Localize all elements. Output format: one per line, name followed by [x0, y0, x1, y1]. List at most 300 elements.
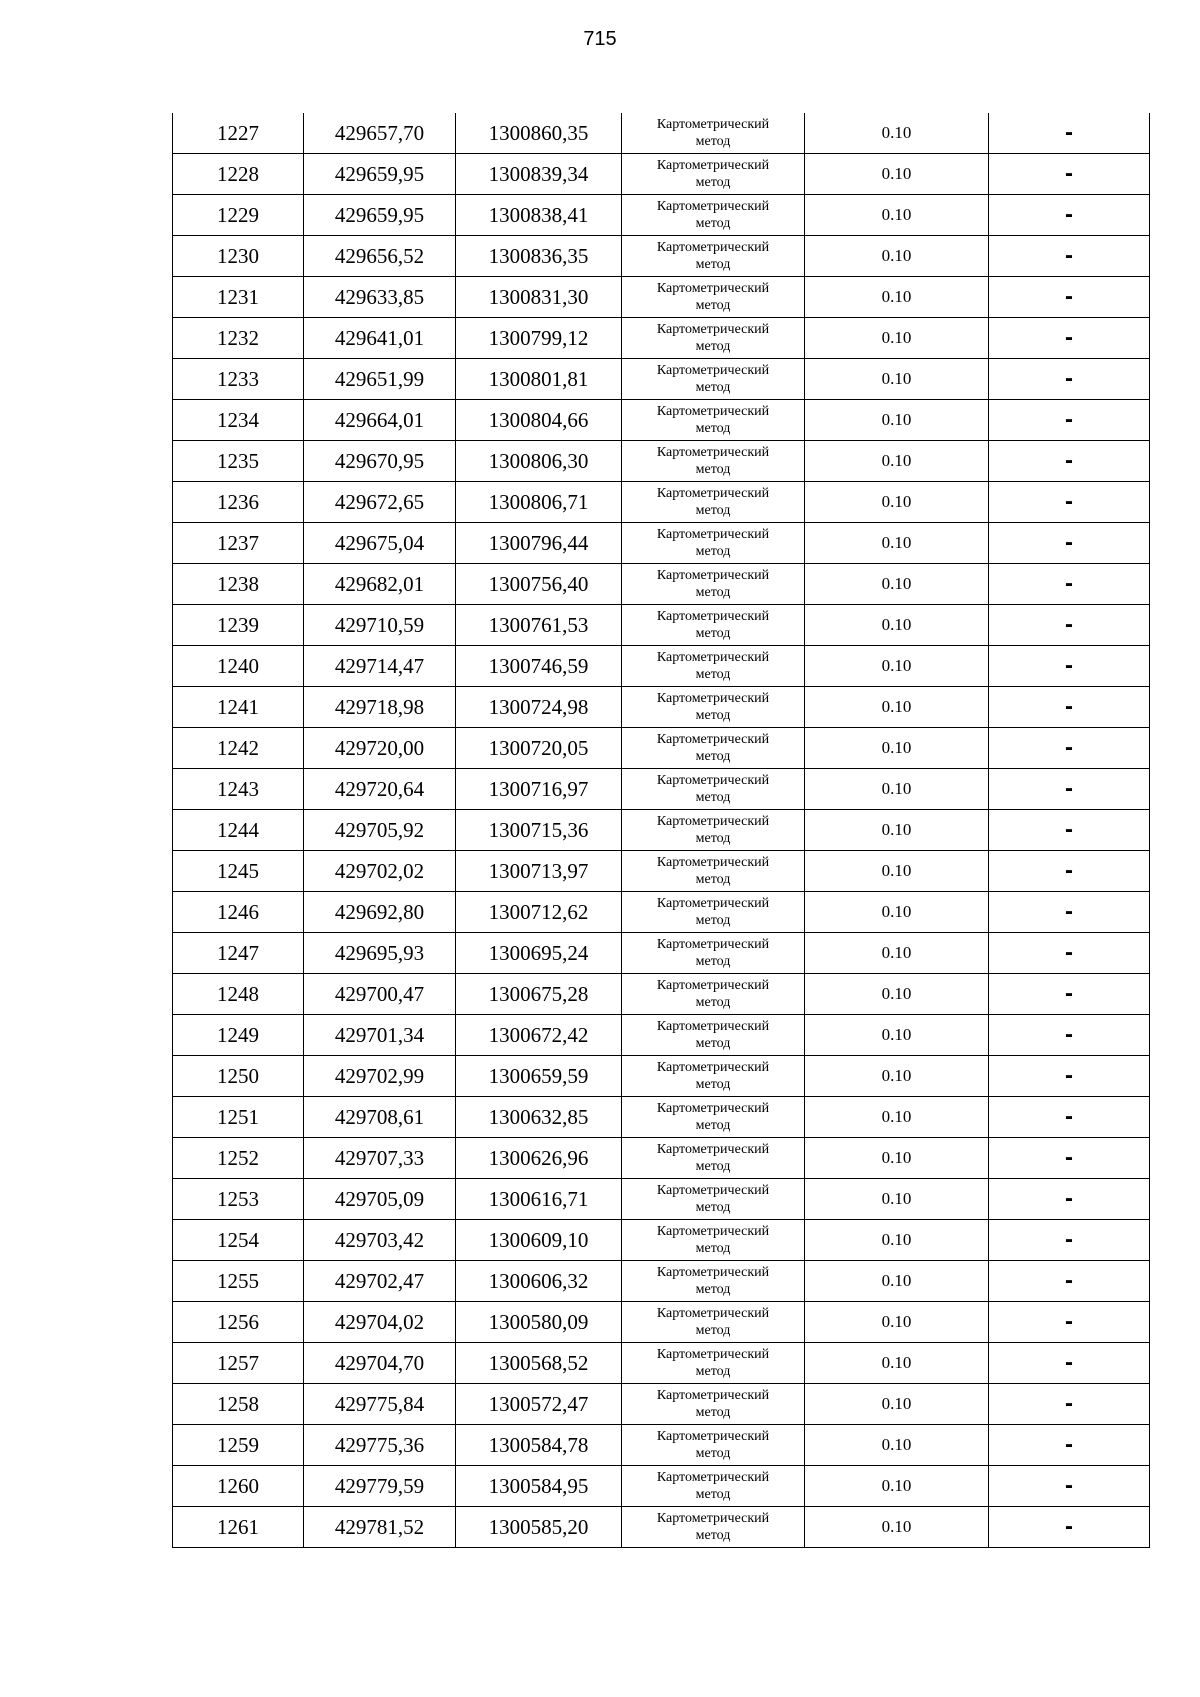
x-coordinate-cell: 429720,00 [304, 728, 456, 769]
table-row [173, 1302, 1150, 1343]
point-number-cell: 1235 [173, 441, 304, 482]
accuracy-cell: 0.10 [805, 728, 989, 769]
method-cell [622, 933, 805, 974]
method-line-1: Картометрический [656, 896, 770, 911]
point-number-cell: 1256 [173, 1302, 304, 1343]
method-line-1: Картометрический [656, 814, 770, 829]
accuracy-cell: 0.10 [805, 1466, 989, 1507]
accuracy-cell: 0.10 [805, 687, 989, 728]
method-cell [622, 277, 805, 318]
method-cell [622, 1015, 805, 1056]
point-number-cell: 1257 [173, 1343, 304, 1384]
table-row [173, 851, 1150, 892]
description-cell: - [989, 523, 1150, 564]
method-cell [622, 195, 805, 236]
method-cell [622, 1507, 805, 1548]
method-line-2: метод [695, 1323, 731, 1338]
description-cell: - [989, 1220, 1150, 1261]
x-coordinate-cell: 429718,98 [304, 687, 456, 728]
method-line-1: Картометрический [656, 1511, 770, 1526]
point-number-cell: 1239 [173, 605, 304, 646]
accuracy-cell: 0.10 [805, 1179, 989, 1220]
description-cell: - [989, 1056, 1150, 1097]
method-line-2: метод [695, 749, 731, 764]
method-line-1: Картометрический [656, 1429, 770, 1444]
method-cell [622, 646, 805, 687]
x-coordinate-cell: 429702,02 [304, 851, 456, 892]
y-coordinate-cell: 1300568,52 [456, 1343, 622, 1384]
table-row [173, 605, 1150, 646]
point-number-cell: 1238 [173, 564, 304, 605]
point-number-cell: 1255 [173, 1261, 304, 1302]
point-number-cell: 1253 [173, 1179, 304, 1220]
y-coordinate-cell: 1300761,53 [456, 605, 622, 646]
description-cell: - [989, 154, 1150, 195]
table-row [173, 892, 1150, 933]
method-line-1: Картометрический [656, 1060, 770, 1075]
point-number-cell: 1233 [173, 359, 304, 400]
description-cell: - [989, 728, 1150, 769]
method-line-1: Картометрический [656, 363, 770, 378]
accuracy-cell: 0.10 [805, 1302, 989, 1343]
table-row [173, 1097, 1150, 1138]
y-coordinate-cell: 1300806,71 [456, 482, 622, 523]
accuracy-cell: 0.10 [805, 277, 989, 318]
table-row [173, 1261, 1150, 1302]
point-number-cell: 1237 [173, 523, 304, 564]
method-cell [622, 1302, 805, 1343]
method-line-2: метод [695, 544, 731, 559]
point-number-cell: 1234 [173, 400, 304, 441]
x-coordinate-cell: 429775,84 [304, 1384, 456, 1425]
description-cell: - [989, 482, 1150, 523]
description-cell: - [989, 564, 1150, 605]
accuracy-cell: 0.10 [805, 482, 989, 523]
accuracy-cell: 0.10 [805, 113, 989, 154]
description-cell: - [989, 1302, 1150, 1343]
method-line-1: Картометрический [656, 1183, 770, 1198]
point-number-cell: 1250 [173, 1056, 304, 1097]
y-coordinate-cell: 1300831,30 [456, 277, 622, 318]
method-line-2: метод [695, 872, 731, 887]
method-line-1: Картометрический [656, 404, 770, 419]
method-line-2: метод [695, 1241, 731, 1256]
y-coordinate-cell: 1300584,78 [456, 1425, 622, 1466]
method-line-2: метод [695, 1036, 731, 1051]
method-cell [622, 359, 805, 400]
method-line-2: метод [695, 1200, 731, 1215]
description-cell: - [989, 1015, 1150, 1056]
method-line-1: Картометрический [656, 1388, 770, 1403]
x-coordinate-cell: 429664,01 [304, 400, 456, 441]
method-line-1: Картометрический [656, 445, 770, 460]
method-line-1: Картометрический [656, 1470, 770, 1485]
point-number-cell: 1252 [173, 1138, 304, 1179]
method-line-1: Картометрический [656, 691, 770, 706]
point-number-cell: 1254 [173, 1220, 304, 1261]
point-number-cell: 1236 [173, 482, 304, 523]
table-row [173, 564, 1150, 605]
method-cell [622, 1097, 805, 1138]
method-line-2: метод [695, 257, 731, 272]
table-row [173, 277, 1150, 318]
x-coordinate-cell: 429708,61 [304, 1097, 456, 1138]
method-line-2: метод [695, 954, 731, 969]
method-cell [622, 851, 805, 892]
method-cell [622, 154, 805, 195]
accuracy-cell: 0.10 [805, 400, 989, 441]
method-line-1: Картометрический [656, 1306, 770, 1321]
method-cell [622, 482, 805, 523]
coordinates-table [172, 113, 1150, 1548]
y-coordinate-cell: 1300695,24 [456, 933, 622, 974]
y-coordinate-cell: 1300713,97 [456, 851, 622, 892]
y-coordinate-cell: 1300796,44 [456, 523, 622, 564]
table-row [173, 359, 1150, 400]
y-coordinate-cell: 1300838,41 [456, 195, 622, 236]
accuracy-cell: 0.10 [805, 1425, 989, 1466]
table-row [173, 646, 1150, 687]
page-number: 715 [583, 28, 617, 50]
method-line-1: Картометрический [656, 568, 770, 583]
y-coordinate-cell: 1300720,05 [456, 728, 622, 769]
accuracy-cell: 0.10 [805, 769, 989, 810]
x-coordinate-cell: 429641,01 [304, 318, 456, 359]
y-coordinate-cell: 1300801,81 [456, 359, 622, 400]
description-cell: - [989, 1384, 1150, 1425]
description-cell: - [989, 1179, 1150, 1220]
y-coordinate-cell: 1300836,35 [456, 236, 622, 277]
method-line-1: Картометрический [656, 117, 770, 132]
x-coordinate-cell: 429775,36 [304, 1425, 456, 1466]
x-coordinate-cell: 429710,59 [304, 605, 456, 646]
x-coordinate-cell: 429701,34 [304, 1015, 456, 1056]
y-coordinate-cell: 1300580,09 [456, 1302, 622, 1343]
x-coordinate-cell: 429633,85 [304, 277, 456, 318]
method-cell [622, 564, 805, 605]
x-coordinate-cell: 429675,04 [304, 523, 456, 564]
accuracy-cell: 0.10 [805, 236, 989, 277]
y-coordinate-cell: 1300609,10 [456, 1220, 622, 1261]
method-cell [622, 1138, 805, 1179]
y-coordinate-cell: 1300659,59 [456, 1056, 622, 1097]
description-cell: - [989, 974, 1150, 1015]
point-number-cell: 1228 [173, 154, 304, 195]
point-number-cell: 1248 [173, 974, 304, 1015]
method-line-2: метод [695, 1487, 731, 1502]
table-row [173, 1507, 1150, 1548]
accuracy-cell: 0.10 [805, 892, 989, 933]
accuracy-cell: 0.10 [805, 1015, 989, 1056]
method-cell [622, 400, 805, 441]
method-cell [622, 1343, 805, 1384]
point-number-cell: 1261 [173, 1507, 304, 1548]
point-number-cell: 1258 [173, 1384, 304, 1425]
point-number-cell: 1259 [173, 1425, 304, 1466]
description-cell: - [989, 646, 1150, 687]
method-line-1: Картометрический [656, 1019, 770, 1034]
table-row [173, 769, 1150, 810]
description-cell: - [989, 113, 1150, 154]
method-line-2: метод [695, 216, 731, 231]
table-row [173, 236, 1150, 277]
y-coordinate-cell: 1300585,20 [456, 1507, 622, 1548]
x-coordinate-cell: 429702,99 [304, 1056, 456, 1097]
method-line-1: Картометрический [656, 281, 770, 296]
x-coordinate-cell: 429704,02 [304, 1302, 456, 1343]
description-cell: - [989, 933, 1150, 974]
method-line-2: метод [695, 175, 731, 190]
table-row [173, 1056, 1150, 1097]
accuracy-cell: 0.10 [805, 1097, 989, 1138]
x-coordinate-cell: 429659,95 [304, 195, 456, 236]
accuracy-cell: 0.10 [805, 154, 989, 195]
method-line-2: метод [695, 667, 731, 682]
accuracy-cell: 0.10 [805, 810, 989, 851]
coordinates-table-body [173, 113, 1150, 1548]
description-cell: - [989, 1261, 1150, 1302]
point-number-cell: 1246 [173, 892, 304, 933]
method-line-1: Картометрический [656, 1224, 770, 1239]
method-line-1: Картометрический [656, 527, 770, 542]
method-line-1: Картометрический [656, 158, 770, 173]
method-line-2: метод [695, 1282, 731, 1297]
table-row [173, 195, 1150, 236]
point-number-cell: 1260 [173, 1466, 304, 1507]
method-line-2: метод [695, 339, 731, 354]
description-cell: - [989, 851, 1150, 892]
x-coordinate-cell: 429703,42 [304, 1220, 456, 1261]
x-coordinate-cell: 429659,95 [304, 154, 456, 195]
method-line-2: метод [695, 1446, 731, 1461]
x-coordinate-cell: 429779,59 [304, 1466, 456, 1507]
table-row [173, 523, 1150, 564]
method-line-1: Картометрический [656, 240, 770, 255]
method-cell [622, 1179, 805, 1220]
y-coordinate-cell: 1300712,62 [456, 892, 622, 933]
table-row [173, 1138, 1150, 1179]
y-coordinate-cell: 1300672,42 [456, 1015, 622, 1056]
method-line-2: метод [695, 298, 731, 313]
description-cell: - [989, 769, 1150, 810]
accuracy-cell: 0.10 [805, 1343, 989, 1384]
accuracy-cell: 0.10 [805, 441, 989, 482]
y-coordinate-cell: 1300860,35 [456, 113, 622, 154]
x-coordinate-cell: 429707,33 [304, 1138, 456, 1179]
x-coordinate-cell: 429720,64 [304, 769, 456, 810]
y-coordinate-cell: 1300756,40 [456, 564, 622, 605]
method-cell [622, 974, 805, 1015]
accuracy-cell: 0.10 [805, 1138, 989, 1179]
x-coordinate-cell: 429704,70 [304, 1343, 456, 1384]
description-cell: - [989, 687, 1150, 728]
point-number-cell: 1247 [173, 933, 304, 974]
accuracy-cell: 0.10 [805, 195, 989, 236]
x-coordinate-cell: 429781,52 [304, 1507, 456, 1548]
method-line-2: метод [695, 380, 731, 395]
method-line-2: метод [695, 995, 731, 1010]
method-line-1: Картометрический [656, 199, 770, 214]
method-cell [622, 236, 805, 277]
accuracy-cell: 0.10 [805, 933, 989, 974]
method-line-1: Картометрический [656, 978, 770, 993]
method-cell [622, 318, 805, 359]
y-coordinate-cell: 1300746,59 [456, 646, 622, 687]
point-number-cell: 1227 [173, 113, 304, 154]
description-cell: - [989, 1138, 1150, 1179]
x-coordinate-cell: 429705,09 [304, 1179, 456, 1220]
y-coordinate-cell: 1300632,85 [456, 1097, 622, 1138]
accuracy-cell: 0.10 [805, 851, 989, 892]
description-cell: - [989, 1507, 1150, 1548]
y-coordinate-cell: 1300716,97 [456, 769, 622, 810]
method-line-2: метод [695, 913, 731, 928]
x-coordinate-cell: 429672,65 [304, 482, 456, 523]
table-row [173, 154, 1150, 195]
description-cell: - [989, 1466, 1150, 1507]
method-line-1: Картометрический [656, 732, 770, 747]
method-line-1: Картометрический [656, 773, 770, 788]
y-coordinate-cell: 1300839,34 [456, 154, 622, 195]
description-cell: - [989, 605, 1150, 646]
y-coordinate-cell: 1300606,32 [456, 1261, 622, 1302]
method-line-2: метод [695, 462, 731, 477]
method-line-2: метод [695, 831, 731, 846]
point-number-cell: 1240 [173, 646, 304, 687]
table-row [173, 1015, 1150, 1056]
table-row [173, 810, 1150, 851]
description-cell: - [989, 1425, 1150, 1466]
point-number-cell: 1244 [173, 810, 304, 851]
description-cell: - [989, 1343, 1150, 1384]
accuracy-cell: 0.10 [805, 1261, 989, 1302]
method-cell [622, 605, 805, 646]
method-line-2: метод [695, 503, 731, 518]
description-cell: - [989, 236, 1150, 277]
accuracy-cell: 0.10 [805, 1507, 989, 1548]
y-coordinate-cell: 1300715,36 [456, 810, 622, 851]
method-line-2: метод [695, 1118, 731, 1133]
x-coordinate-cell: 429702,47 [304, 1261, 456, 1302]
method-line-1: Картометрический [656, 1101, 770, 1116]
method-cell [622, 1425, 805, 1466]
table-row [173, 1425, 1150, 1466]
method-line-1: Картометрический [656, 855, 770, 870]
x-coordinate-cell: 429656,52 [304, 236, 456, 277]
accuracy-cell: 0.10 [805, 605, 989, 646]
accuracy-cell: 0.10 [805, 359, 989, 400]
accuracy-cell: 0.10 [805, 1056, 989, 1097]
method-cell [622, 1056, 805, 1097]
description-cell: - [989, 318, 1150, 359]
point-number-cell: 1232 [173, 318, 304, 359]
x-coordinate-cell: 429695,93 [304, 933, 456, 974]
table-row [173, 113, 1150, 154]
table-row [173, 1179, 1150, 1220]
method-line-2: метод [695, 421, 731, 436]
method-cell [622, 1220, 805, 1261]
method-cell [622, 523, 805, 564]
method-cell [622, 769, 805, 810]
y-coordinate-cell: 1300724,98 [456, 687, 622, 728]
accuracy-cell: 0.10 [805, 646, 989, 687]
x-coordinate-cell: 429700,47 [304, 974, 456, 1015]
point-number-cell: 1231 [173, 277, 304, 318]
y-coordinate-cell: 1300584,95 [456, 1466, 622, 1507]
table-row [173, 441, 1150, 482]
method-line-1: Картометрический [656, 1347, 770, 1362]
method-line-2: метод [695, 134, 731, 149]
table-row [173, 687, 1150, 728]
table-row [173, 974, 1150, 1015]
description-cell: - [989, 277, 1150, 318]
table-row [173, 933, 1150, 974]
table-row [173, 1466, 1150, 1507]
method-line-2: метод [695, 585, 731, 600]
y-coordinate-cell: 1300799,12 [456, 318, 622, 359]
method-line-2: метод [695, 1077, 731, 1092]
x-coordinate-cell: 429682,01 [304, 564, 456, 605]
point-number-cell: 1245 [173, 851, 304, 892]
method-cell [622, 1261, 805, 1302]
table-row [173, 318, 1150, 359]
method-cell [622, 113, 805, 154]
point-number-cell: 1242 [173, 728, 304, 769]
method-line-1: Картометрический [656, 322, 770, 337]
method-line-1: Картометрический [656, 1142, 770, 1157]
description-cell: - [989, 195, 1150, 236]
table-row [173, 482, 1150, 523]
method-cell [622, 441, 805, 482]
point-number-cell: 1251 [173, 1097, 304, 1138]
method-line-2: метод [695, 1405, 731, 1420]
method-line-2: метод [695, 708, 731, 723]
method-line-2: метод [695, 1364, 731, 1379]
method-line-1: Картометрический [656, 486, 770, 501]
method-cell [622, 687, 805, 728]
description-cell: - [989, 1097, 1150, 1138]
accuracy-cell: 0.10 [805, 564, 989, 605]
y-coordinate-cell: 1300806,30 [456, 441, 622, 482]
method-line-1: Картометрический [656, 609, 770, 624]
method-line-1: Картометрический [656, 937, 770, 952]
accuracy-cell: 0.10 [805, 1384, 989, 1425]
method-cell [622, 892, 805, 933]
method-cell [622, 1384, 805, 1425]
description-cell: - [989, 810, 1150, 851]
table-row [173, 400, 1150, 441]
description-cell: - [989, 441, 1150, 482]
y-coordinate-cell: 1300804,66 [456, 400, 622, 441]
method-line-2: метод [695, 626, 731, 641]
x-coordinate-cell: 429705,92 [304, 810, 456, 851]
method-cell [622, 1466, 805, 1507]
y-coordinate-cell: 1300572,47 [456, 1384, 622, 1425]
point-number-cell: 1249 [173, 1015, 304, 1056]
accuracy-cell: 0.10 [805, 974, 989, 1015]
accuracy-cell: 0.10 [805, 523, 989, 564]
x-coordinate-cell: 429670,95 [304, 441, 456, 482]
method-cell [622, 810, 805, 851]
point-number-cell: 1230 [173, 236, 304, 277]
y-coordinate-cell: 1300626,96 [456, 1138, 622, 1179]
table-row [173, 1343, 1150, 1384]
point-number-cell: 1241 [173, 687, 304, 728]
accuracy-cell: 0.10 [805, 1220, 989, 1261]
method-cell [622, 728, 805, 769]
method-line-2: метод [695, 1159, 731, 1174]
x-coordinate-cell: 429651,99 [304, 359, 456, 400]
